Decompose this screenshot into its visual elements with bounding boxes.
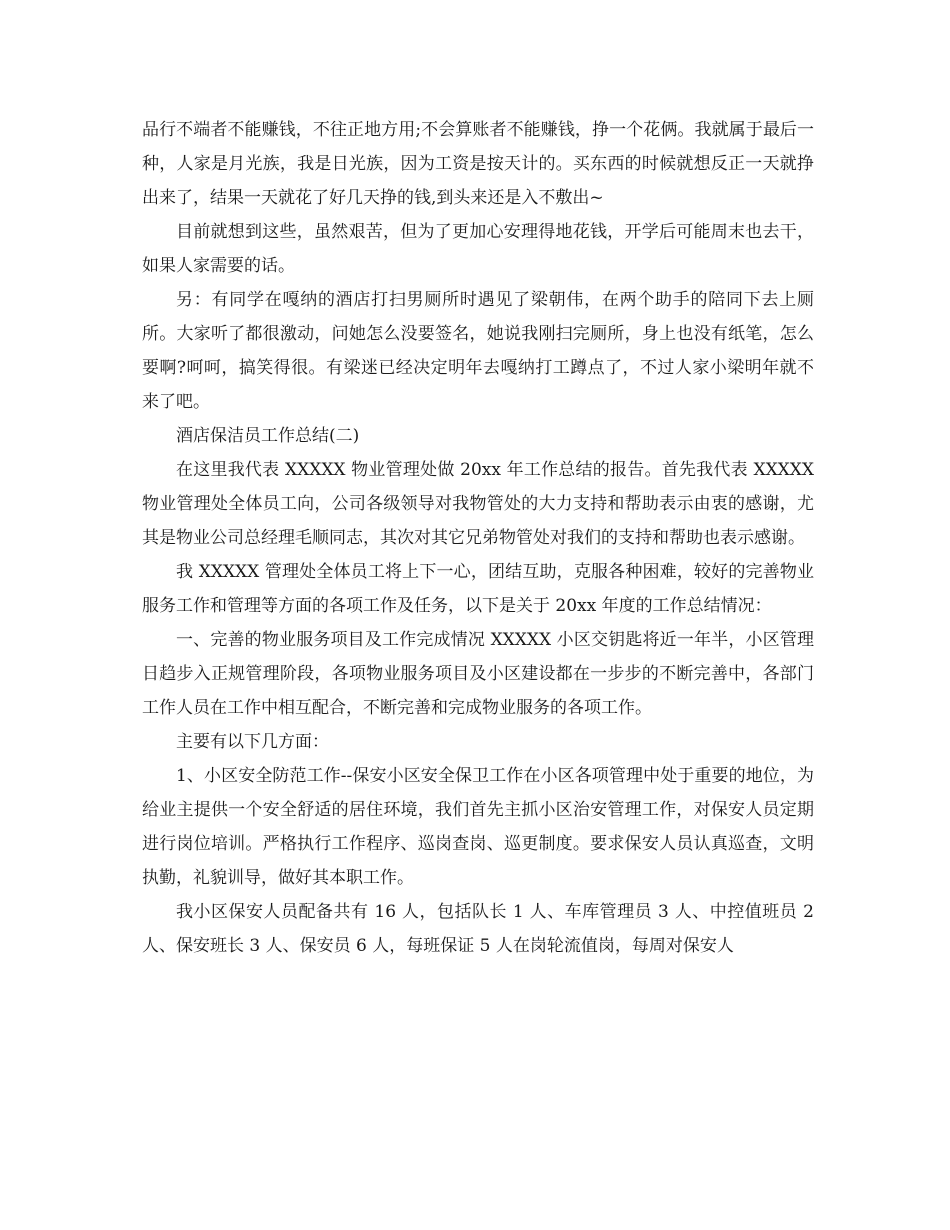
- paragraph: 另：有同学在嘎纳的酒店打扫男厕所时遇见了梁朝伟，在两个助手的陪同下去上厕所。大家听了都很激动，问她怎么没要签名，她说我刚扫完厕所，身上也没有纸笔，怎么要啊?呵呵，搞笑得很。有梁迷已经决定明年去嘎纳打工蹲点了，不过人家小梁明年就不来了吧。: [142, 290, 814, 412]
- document-body: [142, 113, 814, 963]
- section-heading: 酒店保洁员工作总结(二): [176, 426, 360, 446]
- paragraph: 我小区保安人员配备共有 16 人，包括队长 1 人、车库管理员 3 人、中控值班员 2 人、保安班长 3 人、保安员 6 人，每班保证 5 人在岗轮流值岗，每周对保安人: [142, 902, 814, 956]
- paragraph: 我 XXXXX 管理处全体员工将上下一心，团结互助，克服各种困难，较好的完善物业服务工作和管理等方面的各项工作及任务，以下是关于 20xx 年度的工作总结情况：: [142, 562, 814, 616]
- paragraph: 在这里我代表 XXXXX 物业管理处做 20xx 年工作总结的报告。首先我代表 XXXXX 物业管理处全体员工向，公司各级领导对我物管处的大力支持和帮助表示由衷的感谢，尤其是物业公司总经理毛顺同志，其次对其它兄弟物管处对我们的支持和帮助也表示感谢。: [142, 460, 814, 548]
- paragraph: 品行不端者不能赚钱，不往正地方用;不会算账者不能赚钱，挣一个花俩。我就属于最后一种，人家是月光族，我是日光族，因为工资是按天计的。买东西的时候就想反正一天就挣出来了，结果一天就花了好几天挣的钱,到头来还是入不敷出~: [142, 120, 814, 208]
- paragraph: 主要有以下几方面：: [176, 732, 329, 752]
- paragraph: 一、完善的物业服务项目及工作完成情况 XXXXX 小区交钥匙将近一年半，小区管理日趋步入正规管理阶段，各项物业服务项目及小区建设都在一步步的不断完善中，各部门工作人员在工作中相互配合，不断完善和完成物业服务的各项工作。: [142, 630, 814, 718]
- paragraph: 1、小区安全防范工作--保安小区安全保卫工作在小区各项管理中处于重要的地位，为给业主提供一个安全舒适的居住环境，我们首先主抓小区治安管理工作，对保安人员定期进行岗位培训。严格执行工作程序、巡岗查岗、巡更制度。要求保安人员认真巡查，文明执勤，礼貌训导，做好其本职工作。: [142, 766, 814, 888]
- paragraph: 目前就想到这些，虽然艰苦，但为了更加心安理得地花钱，开学后可能周末也去干，如果人家需要的话。: [142, 222, 814, 276]
